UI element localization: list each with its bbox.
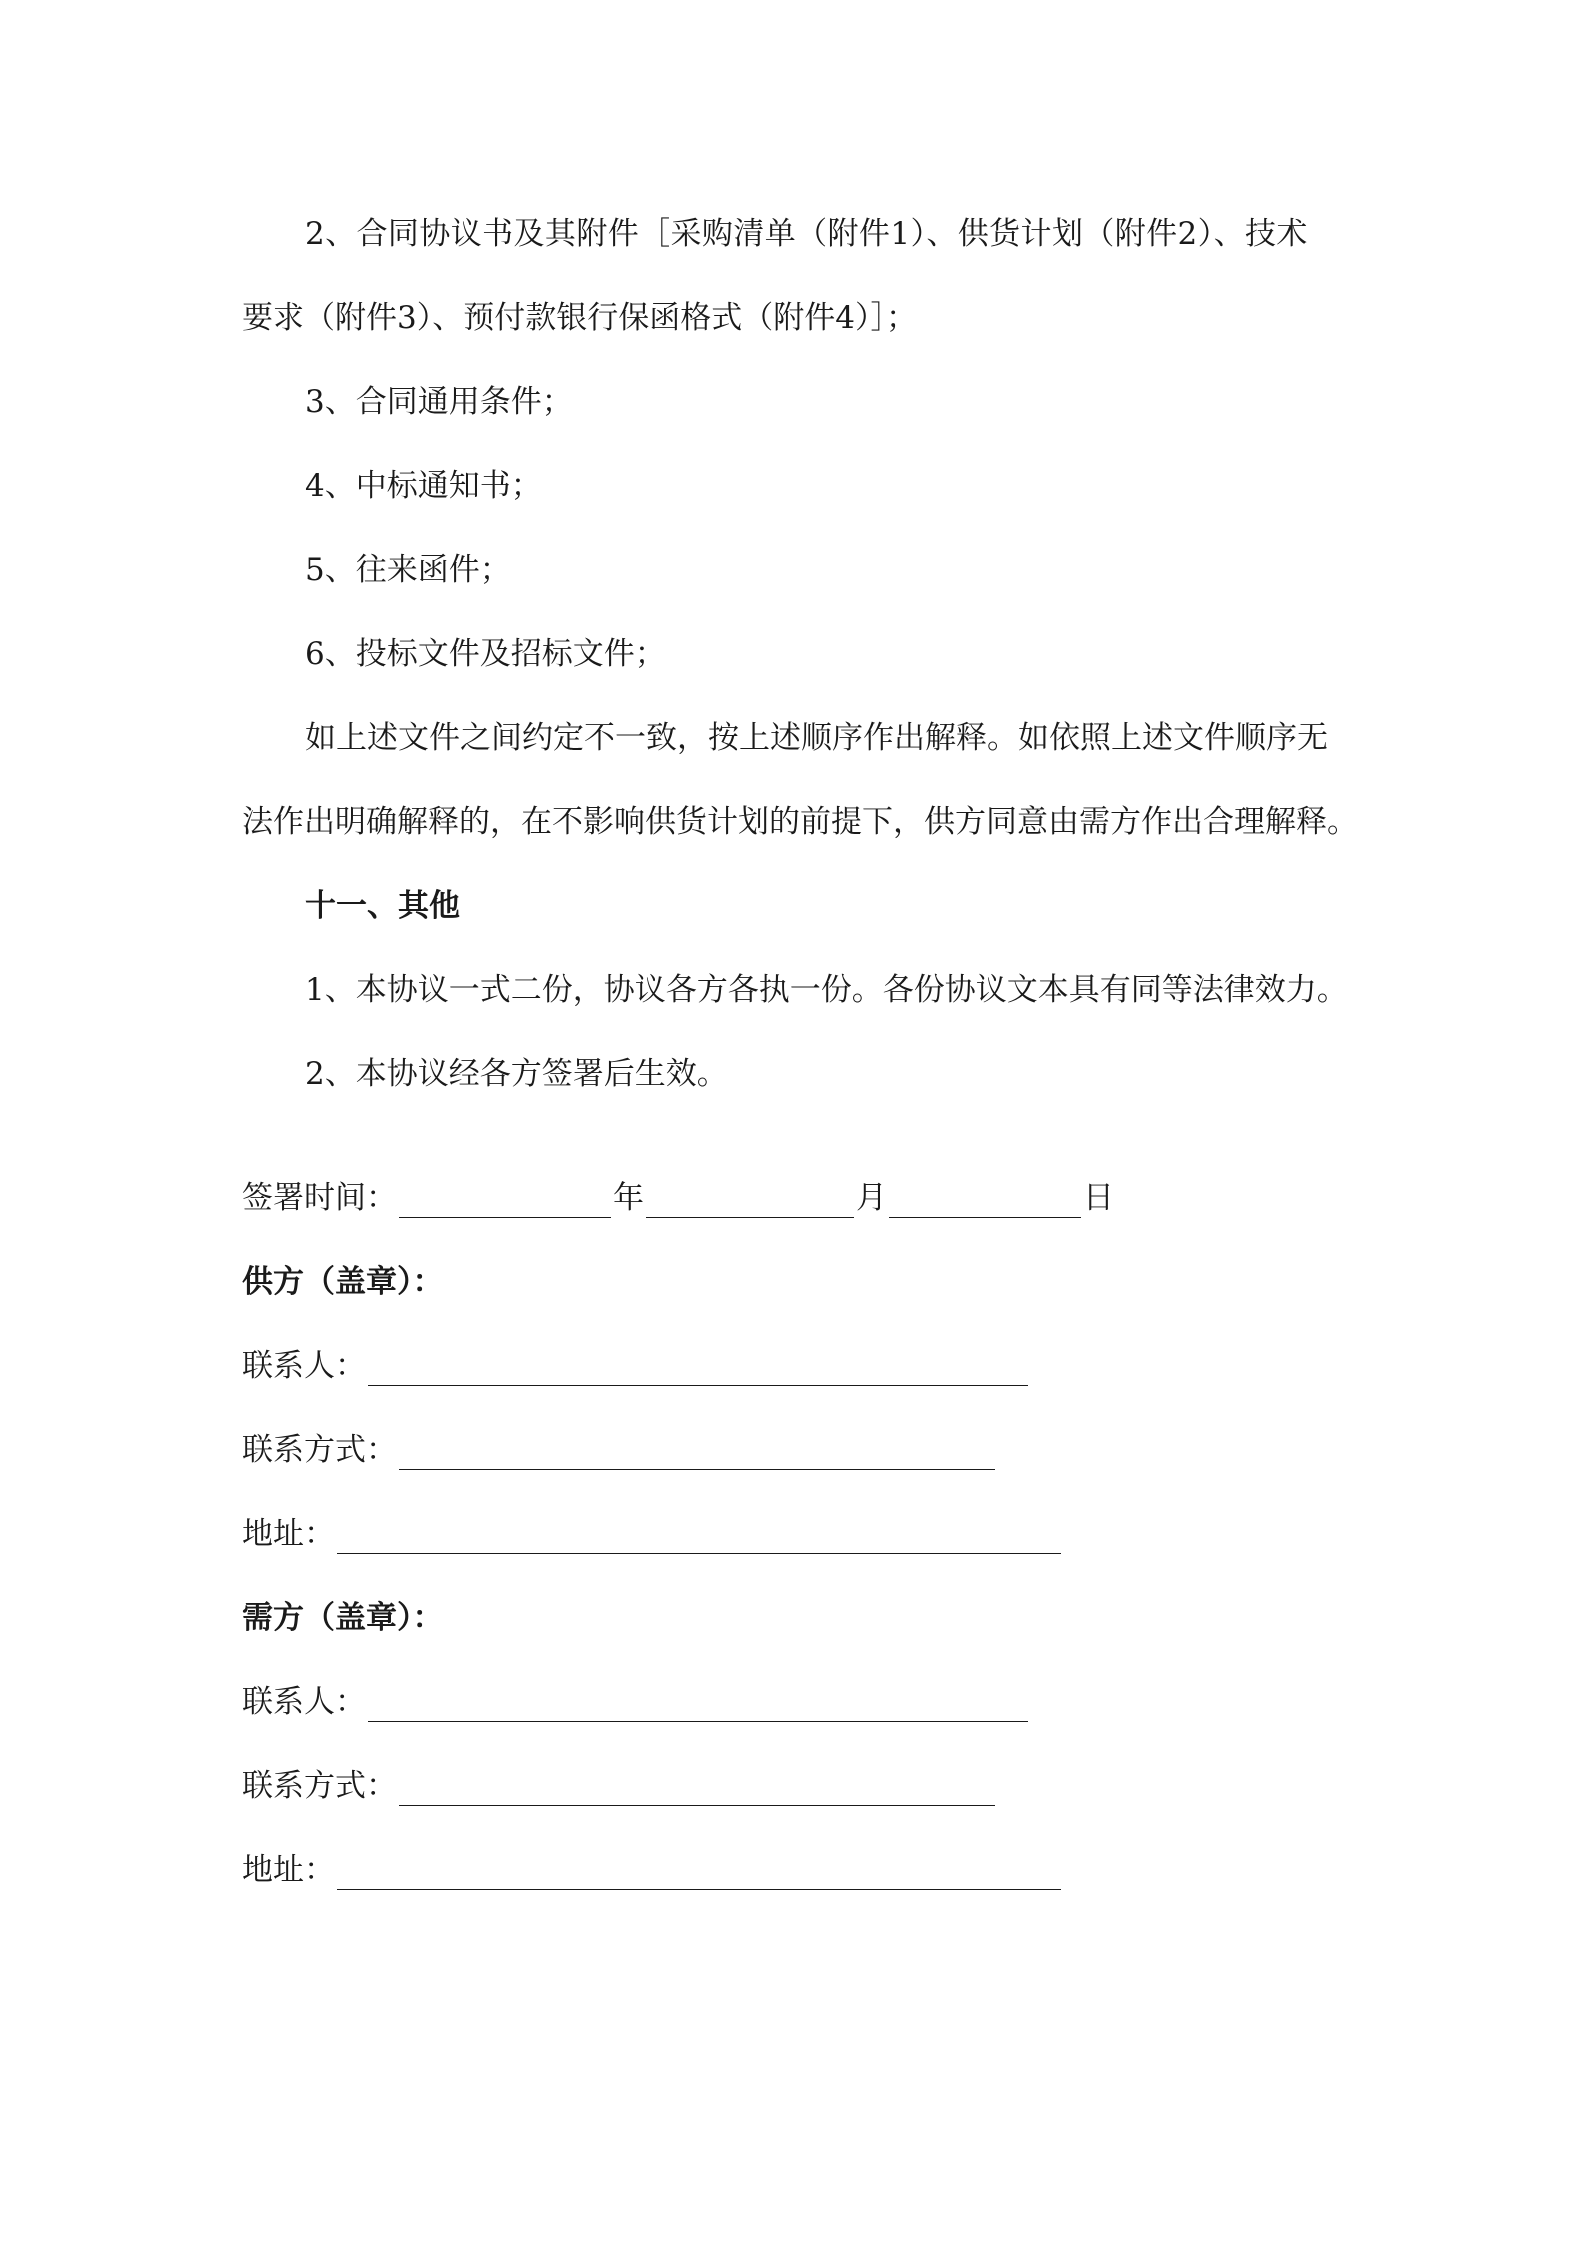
paragraph-line-2: 法作出明确解释的，在不影响供货计划的前提下，供方同意由需方作出合理解释。 — [242, 804, 1358, 840]
buyer-method-row — [242, 1766, 997, 1806]
supplier-method-blank[interactable] — [399, 1435, 995, 1470]
supplier-contact-blank[interactable] — [368, 1351, 1028, 1386]
month-label: 月 — [856, 1180, 887, 1216]
buyer-seal-heading: 需方（盖章）： — [242, 1600, 444, 1636]
list-item-4: 4、中标通知书； — [305, 468, 542, 504]
signing-date-label: 签署时间： — [242, 1180, 397, 1216]
list-item-3: 3、合同通用条件； — [305, 384, 573, 420]
buyer-contact-row — [242, 1682, 1030, 1722]
buyer-address-blank[interactable] — [337, 1855, 1061, 1890]
supplier-method-row — [242, 1430, 997, 1470]
buyer-address-label: 地址： — [242, 1852, 335, 1888]
day-label: 日 — [1083, 1180, 1114, 1216]
supplier-address-blank[interactable] — [337, 1519, 1061, 1554]
buyer-contact-label: 联系人： — [242, 1684, 366, 1720]
supplier-contact-label: 联系人： — [242, 1348, 366, 1384]
buyer-address-row — [242, 1850, 1063, 1890]
buyer-method-blank[interactable] — [399, 1771, 995, 1806]
year-label: 年 — [613, 1180, 644, 1216]
supplier-seal-heading: 供方（盖章）： — [242, 1264, 444, 1300]
supplier-contact-row — [242, 1346, 1030, 1386]
paragraph-line-1: 如上述文件之间约定不一致，按上述顺序作出解释。如依照上述文件顺序无 — [305, 720, 1328, 756]
supplier-address-row — [242, 1514, 1063, 1554]
list-item-2-line-1: 2、合同协议书及其附件［采购清单（附件1）、供货计划（附件2）、技术 — [305, 216, 1308, 252]
buyer-method-label: 联系方式： — [242, 1768, 397, 1804]
year-blank[interactable] — [399, 1183, 611, 1218]
buyer-contact-blank[interactable] — [368, 1687, 1028, 1722]
day-blank[interactable] — [889, 1183, 1081, 1218]
section-item-1: 1、本协议一式二份，协议各方各执一份。各份协议文本具有同等法律效力。 — [305, 972, 1348, 1008]
section-heading-other: 十一、其他 — [305, 888, 460, 924]
list-item-5: 5、往来函件； — [305, 552, 511, 588]
supplier-address-label: 地址： — [242, 1516, 335, 1552]
section-item-2: 2、本协议经各方签署后生效。 — [305, 1056, 728, 1092]
signing-date-row — [242, 1178, 1114, 1218]
list-item-6: 6、投标文件及招标文件； — [305, 636, 666, 672]
supplier-method-label: 联系方式： — [242, 1432, 397, 1468]
month-blank[interactable] — [646, 1183, 854, 1218]
list-item-2-line-2: 要求（附件3）、预付款银行保函格式（附件4）］； — [242, 300, 917, 336]
